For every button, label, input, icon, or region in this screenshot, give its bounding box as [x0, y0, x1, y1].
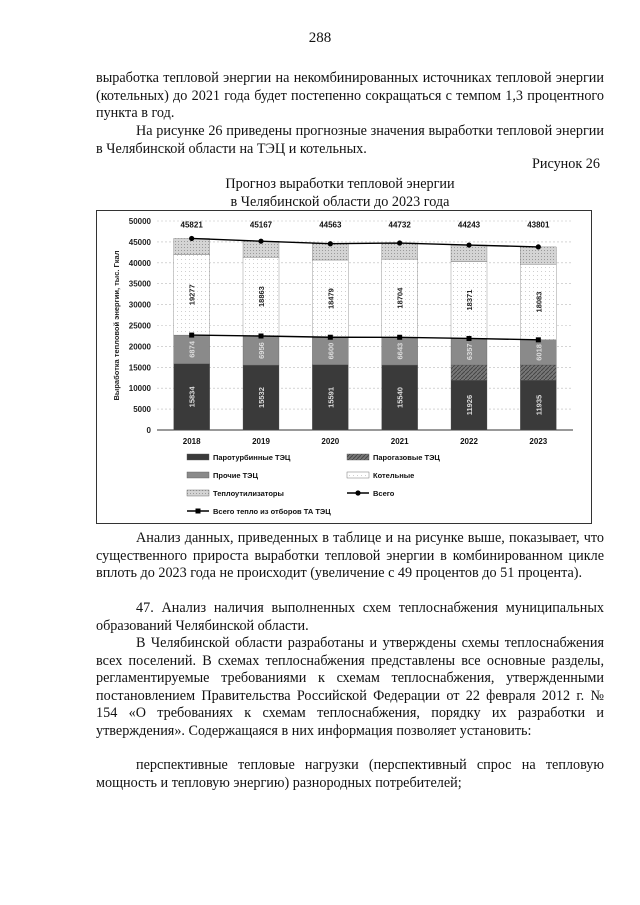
- total-line-point: [258, 239, 263, 244]
- y-tick-label: 45000: [128, 237, 151, 247]
- segment-value-label: 15532: [257, 387, 266, 408]
- segment-value-label: 6600: [326, 342, 336, 360]
- segment-value-label: 11935: [534, 394, 544, 416]
- chart-title: [150, 176, 530, 211]
- segment-value-label: 6874: [187, 341, 197, 358]
- legend-swatch: [187, 454, 209, 460]
- total-value-label: 45821: [180, 220, 203, 230]
- legend-marker: [196, 509, 201, 514]
- tes-line-point: [397, 335, 402, 340]
- legend-label: Прочие ТЭЦ: [213, 471, 258, 480]
- chart-title-line-2: в Челябинской области до 2023 года: [230, 193, 450, 210]
- page-number: 288: [308, 30, 332, 46]
- segment-value-label: 18863: [257, 286, 266, 308]
- stacked-bar-chart: [97, 211, 591, 523]
- bar-segment: [451, 365, 487, 380]
- segment-value-label: 6018: [534, 344, 544, 361]
- segment-value-label: 11926: [465, 394, 474, 416]
- segment-value-label: 15540: [395, 387, 405, 408]
- legend-swatch: [187, 472, 209, 478]
- total-line-point: [466, 242, 471, 247]
- total-line-point: [536, 244, 541, 249]
- segment-value-label: 18704: [395, 287, 405, 309]
- paragraph-6: перспективные тепловые нагрузки (перспективный спрос на тепловую мощность и тепловую энергию) разнородных потребителей;: [96, 757, 604, 791]
- total-value-label: 43801: [527, 220, 550, 230]
- x-tick-label: 2021: [390, 437, 409, 446]
- y-axis-label: Выработка тепловой энергии, тыс. Гкал: [112, 250, 121, 401]
- chart-title-line-1: Прогноз выработки тепловой энергии: [225, 176, 455, 192]
- segment-value-label: 6357: [465, 343, 474, 361]
- total-value-label: 45167: [249, 220, 273, 230]
- legend-marker: [355, 490, 360, 495]
- paragraph-2: На рисунке 26 приведены прогнозные значения выработки тепловой энергии в Челябинской области на ТЭЦ и котельных.: [96, 123, 604, 157]
- segment-value-label: 19277: [187, 284, 197, 306]
- legend-swatch: [347, 454, 369, 460]
- legend-label: Котельные: [373, 471, 415, 480]
- segment-value-label: 15591: [326, 386, 336, 408]
- x-tick-label: 2020: [321, 437, 340, 446]
- paragraph-3: Анализ данных, приведенных в таблице и на рисунке выше, показывает, что существенного прироста выработки тепловой энергии в комбинированном цикле вплоть до 2023 года не происходит (увеличение с 49 процентов до 51 процента).: [96, 530, 604, 582]
- y-tick-label: 0: [146, 426, 151, 435]
- x-tick-label: 2022: [460, 437, 478, 446]
- total-line-point: [189, 236, 194, 241]
- y-tick-label: 5000: [133, 405, 151, 415]
- x-tick-label: 2018: [182, 437, 201, 446]
- total-value-label: 44563: [319, 220, 342, 230]
- legend-label: Паротурбинные ТЭЦ: [213, 453, 291, 462]
- segment-value-label: 18479: [326, 288, 336, 310]
- paragraph-4: 47. Анализ наличия выполненных схем теплоснабжения муниципальных образований Челябинской области.: [96, 600, 604, 634]
- segment-value-label: 15834: [187, 386, 197, 408]
- paragraph-5: В Челябинской области разработаны и утверждены схемы теплоснабжения всех поселений. В схемах теплоснабжения представлены все основные разделы, регламентируемые требованиями к схемам теплоснабжения, утвержденными постановлением Правительства Российской Федерации от 22 февраля 2012 г. № 154 «О требованиях к схемам теплоснабжения, порядку их разработки и утверждения». Содержащаяся в них информация позволяет установить:: [96, 635, 604, 739]
- legend-label: Всего: [373, 489, 395, 498]
- legend-swatch: [187, 490, 209, 496]
- segment-value-label: 18371: [465, 289, 474, 311]
- segment-value-label: 18083: [534, 291, 544, 313]
- legend-label: Парогазовые ТЭЦ: [373, 453, 440, 462]
- legend-label: Всего тепло из отборов ТА ТЭЦ: [213, 507, 331, 516]
- figure-label: Рисунок 26: [531, 156, 600, 172]
- tes-line-point: [259, 334, 264, 339]
- bar-segment: [520, 365, 556, 380]
- y-tick-label: 50000: [128, 217, 151, 226]
- x-tick-label: 2023: [529, 437, 548, 446]
- total-line-point: [397, 240, 402, 245]
- legend-label: Теплоутилизаторы: [213, 489, 284, 498]
- total-value-label: 44243: [457, 220, 481, 230]
- y-tick-label: 30000: [128, 300, 151, 310]
- total-line-point: [328, 241, 333, 246]
- bar-segment: [520, 247, 556, 264]
- total-value-label: 44732: [388, 220, 411, 230]
- tes-line-point: [189, 333, 194, 338]
- paragraph-1: выработка тепловой энергии на некомбинированных источниках тепловой энергии (котельных) до 2021 года будет постепенно сокращаться с темпом 1,3 процентного пункта в год.: [96, 70, 604, 122]
- y-tick-label: 15000: [128, 363, 151, 373]
- segment-value-label: 6956: [257, 342, 266, 359]
- segment-value-label: 6643: [395, 342, 405, 360]
- y-tick-label: 20000: [128, 342, 151, 352]
- tes-line-point: [467, 336, 472, 341]
- y-tick-label: 40000: [128, 258, 151, 268]
- tes-line-point: [536, 337, 541, 342]
- y-tick-label: 10000: [128, 384, 151, 394]
- x-tick-label: 2019: [252, 437, 270, 446]
- legend-swatch: [347, 472, 369, 478]
- y-tick-label: 35000: [128, 279, 151, 289]
- tes-line-point: [328, 335, 333, 340]
- y-tick-label: 25000: [128, 321, 151, 331]
- chart-frame: [96, 210, 592, 524]
